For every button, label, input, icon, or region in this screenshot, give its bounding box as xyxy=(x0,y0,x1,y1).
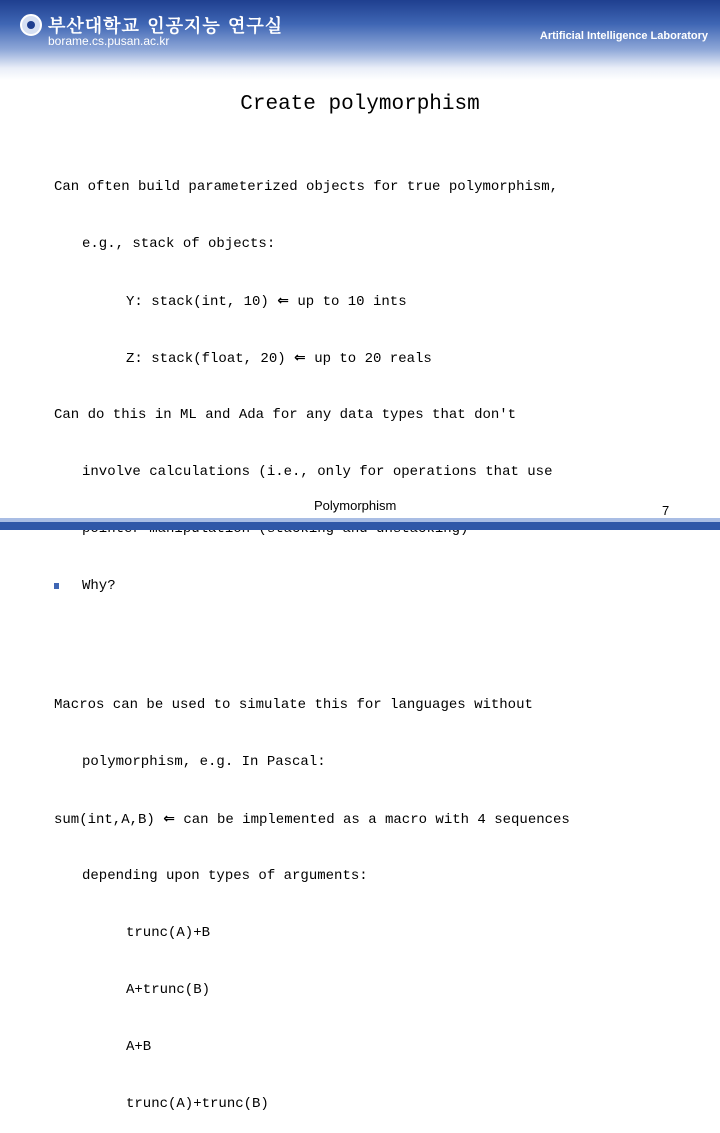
text-line xyxy=(54,810,694,829)
header-banner xyxy=(0,0,720,80)
left-arrow-icon: ⇐ xyxy=(277,293,289,309)
code-line xyxy=(54,349,694,368)
code-line xyxy=(54,292,694,311)
bullet-text: Why? xyxy=(82,578,116,594)
annotation-text: up to 10 ints xyxy=(297,294,407,310)
text-line: e.g., stack of objects: xyxy=(82,236,276,252)
bullet-item xyxy=(54,577,694,596)
slide-body xyxy=(54,140,694,1133)
text-line: involve calculations (i.e., only for operations that use xyxy=(82,464,553,480)
lab-name: Artificial Intelligence Laboratory xyxy=(539,30,708,42)
code-line: trunc(A)+trunc(B) xyxy=(126,1096,269,1112)
text-line: Can often build parameterized objects for true polymorphism, xyxy=(54,179,559,195)
page-number: 7 xyxy=(662,503,670,518)
organization-name: 부산대학교 인공지능 연구실 xyxy=(48,16,284,37)
annotation-text: can be implemented as a macro with 4 sequences xyxy=(183,812,570,828)
footer-label: Polymorphism xyxy=(314,498,397,513)
code-line: A+B xyxy=(126,1039,152,1055)
code-line: trunc(A)+B xyxy=(126,925,211,941)
spacer xyxy=(54,634,694,658)
bullet-icon xyxy=(54,583,59,589)
text-line: Macros can be used to simulate this for languages without xyxy=(54,697,533,713)
slide-title: Create polymorphism xyxy=(240,93,480,116)
text-line: depending upon types of arguments: xyxy=(82,868,368,884)
code-text: Z: stack(float, 20) xyxy=(126,351,286,367)
code-text: sum(int,A,B) xyxy=(54,812,155,828)
university-logo-icon xyxy=(20,14,42,36)
text-line: Can do this in ML and Ada for any data types that don't xyxy=(54,407,517,423)
text-line: polymorphism, e.g. In Pascal: xyxy=(82,754,326,770)
site-url: borame.cs.pusan.ac.kr xyxy=(48,34,170,48)
left-arrow-icon: ⇐ xyxy=(163,811,175,827)
code-text: Y: stack(int, 10) xyxy=(126,294,269,310)
footer-bar-dark xyxy=(0,522,720,530)
annotation-text: up to 20 reals xyxy=(314,351,432,367)
code-line: A+trunc(B) xyxy=(126,982,211,998)
left-arrow-icon: ⇐ xyxy=(294,350,306,366)
